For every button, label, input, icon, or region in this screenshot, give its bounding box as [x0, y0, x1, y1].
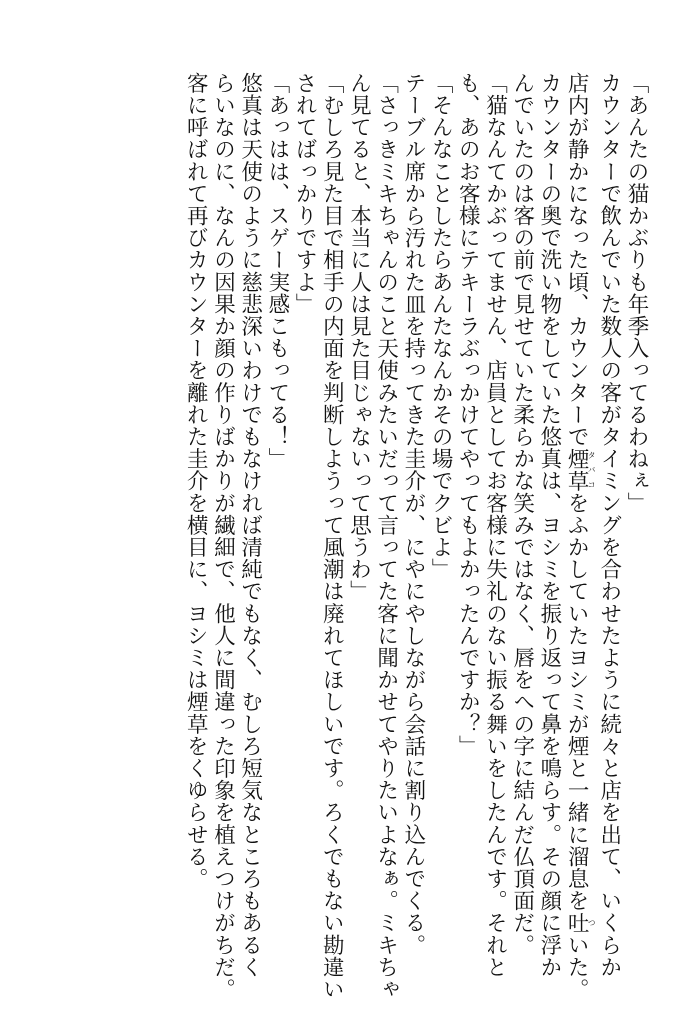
line-text: 客に呼ばれて再びカウンターを離れた圭介を横目に、ヨシミは煙草をくゆらせる。: [183, 72, 209, 890]
line-text: 「猫なんてかぶってません、店員としてお客様に失礼のない振る舞いをしたんです。それと: [482, 72, 508, 979]
line-text: テーブル席から汚れた皿を持ってきた圭介が、にやにやしながら会話に割り込んでくる。: [400, 72, 426, 956]
text-line-4: [536, 72, 563, 979]
line-text: 店内が静かになった頃、カウンターで: [564, 72, 590, 448]
line-text: んでいたのは客の前で見せていた柔らかな笑みではなく、唇をへの字に結んだ仏頂面だ。: [509, 72, 535, 956]
ruby-tsu: 吐つ: [564, 911, 597, 934]
line-text: 「あっはは、スゲー実感こもってる！」: [264, 72, 290, 470]
ruby-tabako: 煙草タバコ: [564, 447, 597, 492]
text-line-2: [596, 72, 623, 979]
text-line-6: [481, 72, 508, 979]
line-text: 「むしろ見た目で相手の内面を判断しようって風潮は廃れてほしいです。ろくでもない勘違い: [319, 72, 345, 1001]
text-line-12: [318, 72, 345, 1001]
text-line-5: [508, 72, 535, 956]
line-text: 悠真は天使のように慈悲深いわけでもなければ清純でもなく、むしろ短気なところもあるく: [237, 72, 263, 979]
line-text: も、あのお客様にテキーラぶっかけてやってもよかったんですか？」: [455, 72, 481, 758]
line-text: らいなのに、なんの因果か顔の作りばかりが繊細で、他人に間違った印象を植えつけがちだ。: [210, 72, 236, 1001]
text-line-7: [454, 72, 481, 952]
text-line-3: [563, 72, 597, 1001]
text-line-10: [372, 72, 399, 1001]
text-line-9: [400, 72, 427, 956]
line-text: されてばっかりですよ」: [292, 72, 318, 316]
text-line-13: [291, 72, 318, 952]
vertical-text-block: [40, 72, 650, 1001]
text-line-16: [209, 72, 236, 1001]
line-text: 「さっきミキちゃんのこと天使みたいだって言ってた客に聞かせてやりたいよなぁ。ミキちゃ: [373, 72, 399, 1001]
text-line-14: [264, 72, 291, 952]
line-text: いた。: [564, 933, 590, 1001]
text-line-1: [623, 72, 650, 952]
line-text: 「あんたの猫かぶりも年季入ってるわねぇ」: [624, 72, 649, 514]
line-text: カウンターで飲んでいた数人の客がタイミングを合わせたように続々と店を出て、いくらか: [596, 72, 622, 979]
text-line-8: [427, 72, 454, 952]
text-line-15: [236, 72, 263, 979]
line-text: カウンターの奥で洗い物をしていた悠真は、ヨシミを振り返って鼻を鳴らす。その顔に浮か: [536, 72, 562, 979]
line-text: 「そんなことしたらあんたなんかその場でクビよ」: [428, 72, 454, 581]
text-line-17: [182, 72, 209, 952]
line-text: をふかしていたヨシミが煙と一緒に溜息を: [564, 491, 590, 912]
line-text: ん見てると、本当に人は見た目じゃないって思うわ」: [346, 72, 372, 603]
text-line-11: [345, 72, 372, 952]
